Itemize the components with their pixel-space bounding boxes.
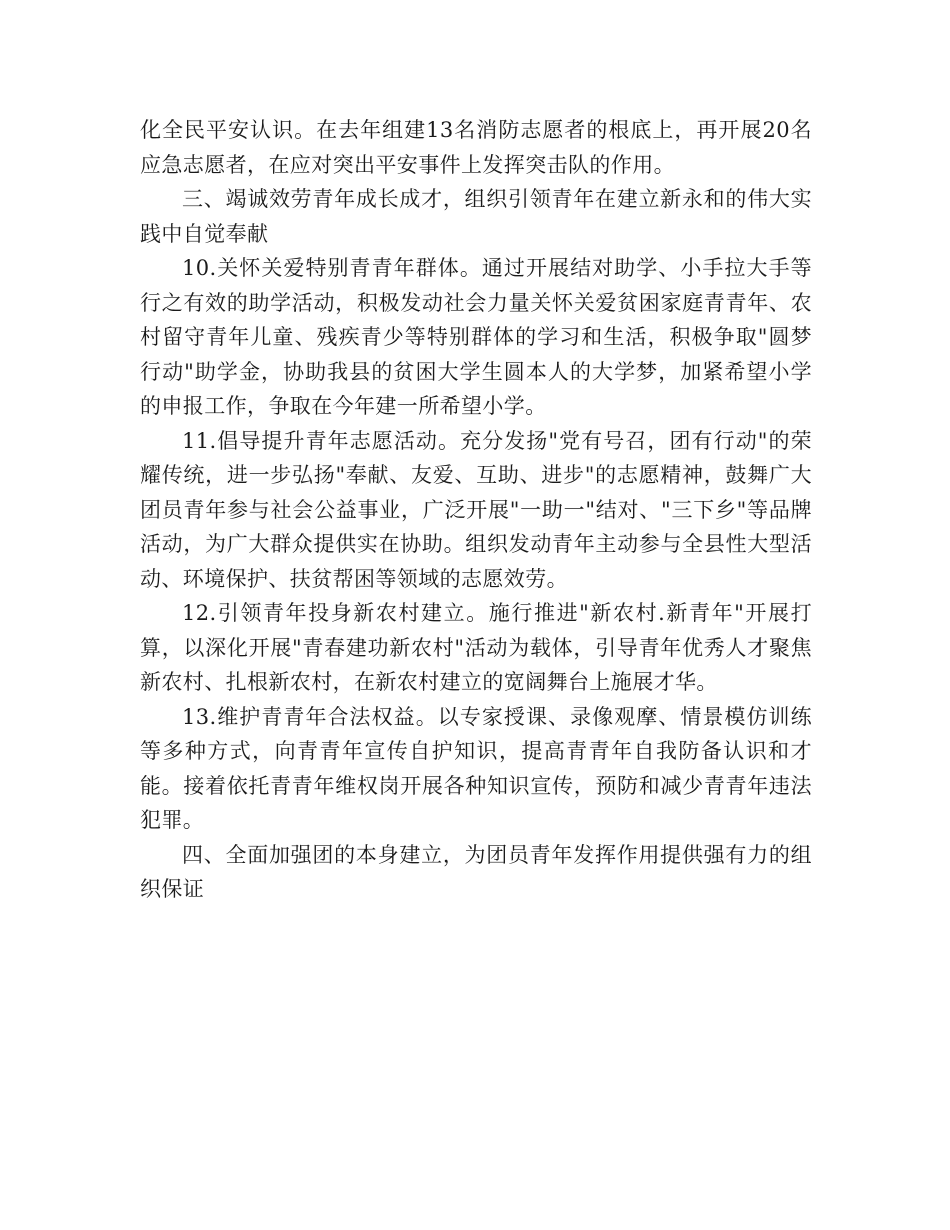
- paragraph-item-10: 10.关怀关爱特别青青年群体。通过开展结对助学、小手拉大手等行之有效的助学活动，积极发动社会力量关怀关爱贫困家庭青青年、农村留守青年儿童、残疾青少等特别群体的学习和生活，积极争取"圆梦行动"助学金，协助我县的贫困大学生圆本人的大学梦，加紧希望小学的申报工作，争取在今年建一所希望小学。: [140, 256, 812, 418]
- section-heading-4: 四、全面加强团的本身建立，为团员青年发挥作用提供强有力的组织保证: [140, 842, 812, 901]
- paragraph-item-12: 12.引领青年投身新农村建立。施行推进"新农村.新青年"开展打算，以深化开展"青春建功新农村"活动为载体，引导青年优秀人才聚焦新农村、扎根新农村，在新农村建立的宽阔舞台上施展才华。: [140, 601, 812, 694]
- document-page: [140, 113, 812, 907]
- paragraph-continuation: 化全民平安认识。在去年组建13名消防志愿者的根底上，再开展20名应急志愿者，在应对突出平安事件上发挥突击队的作用。: [140, 118, 812, 177]
- paragraph-item-11: 11.倡导提升青年志愿活动。充分发扬"党有号召，团有行动"的荣耀传统，进一步弘扬"奉献、友爱、互助、进步"的志愿精神，鼓舞广大团员青年参与社会公益事业，广泛开展"一助一"结对、"三下乡"等品牌活动，为广大群众提供实在协助。组织发动青年主动参与全县性大型活动、环境保护、扶贫帮困等领域的志愿效劳。: [140, 428, 812, 591]
- section-heading-3: 三、竭诚效劳青年成长成才，组织引领青年在建立新永和的伟大实践中自觉奉献: [140, 187, 812, 246]
- paragraph-item-13: 13.维护青青年合法权益。以专家授课、录像观摩、情景模仿训练等多种方式，向青青年宣传自护知识，提高青青年自我防备认识和才能。接着依托青青年维权岗开展各种知识宣传，预防和减少青青年违法犯罪。: [140, 704, 812, 832]
